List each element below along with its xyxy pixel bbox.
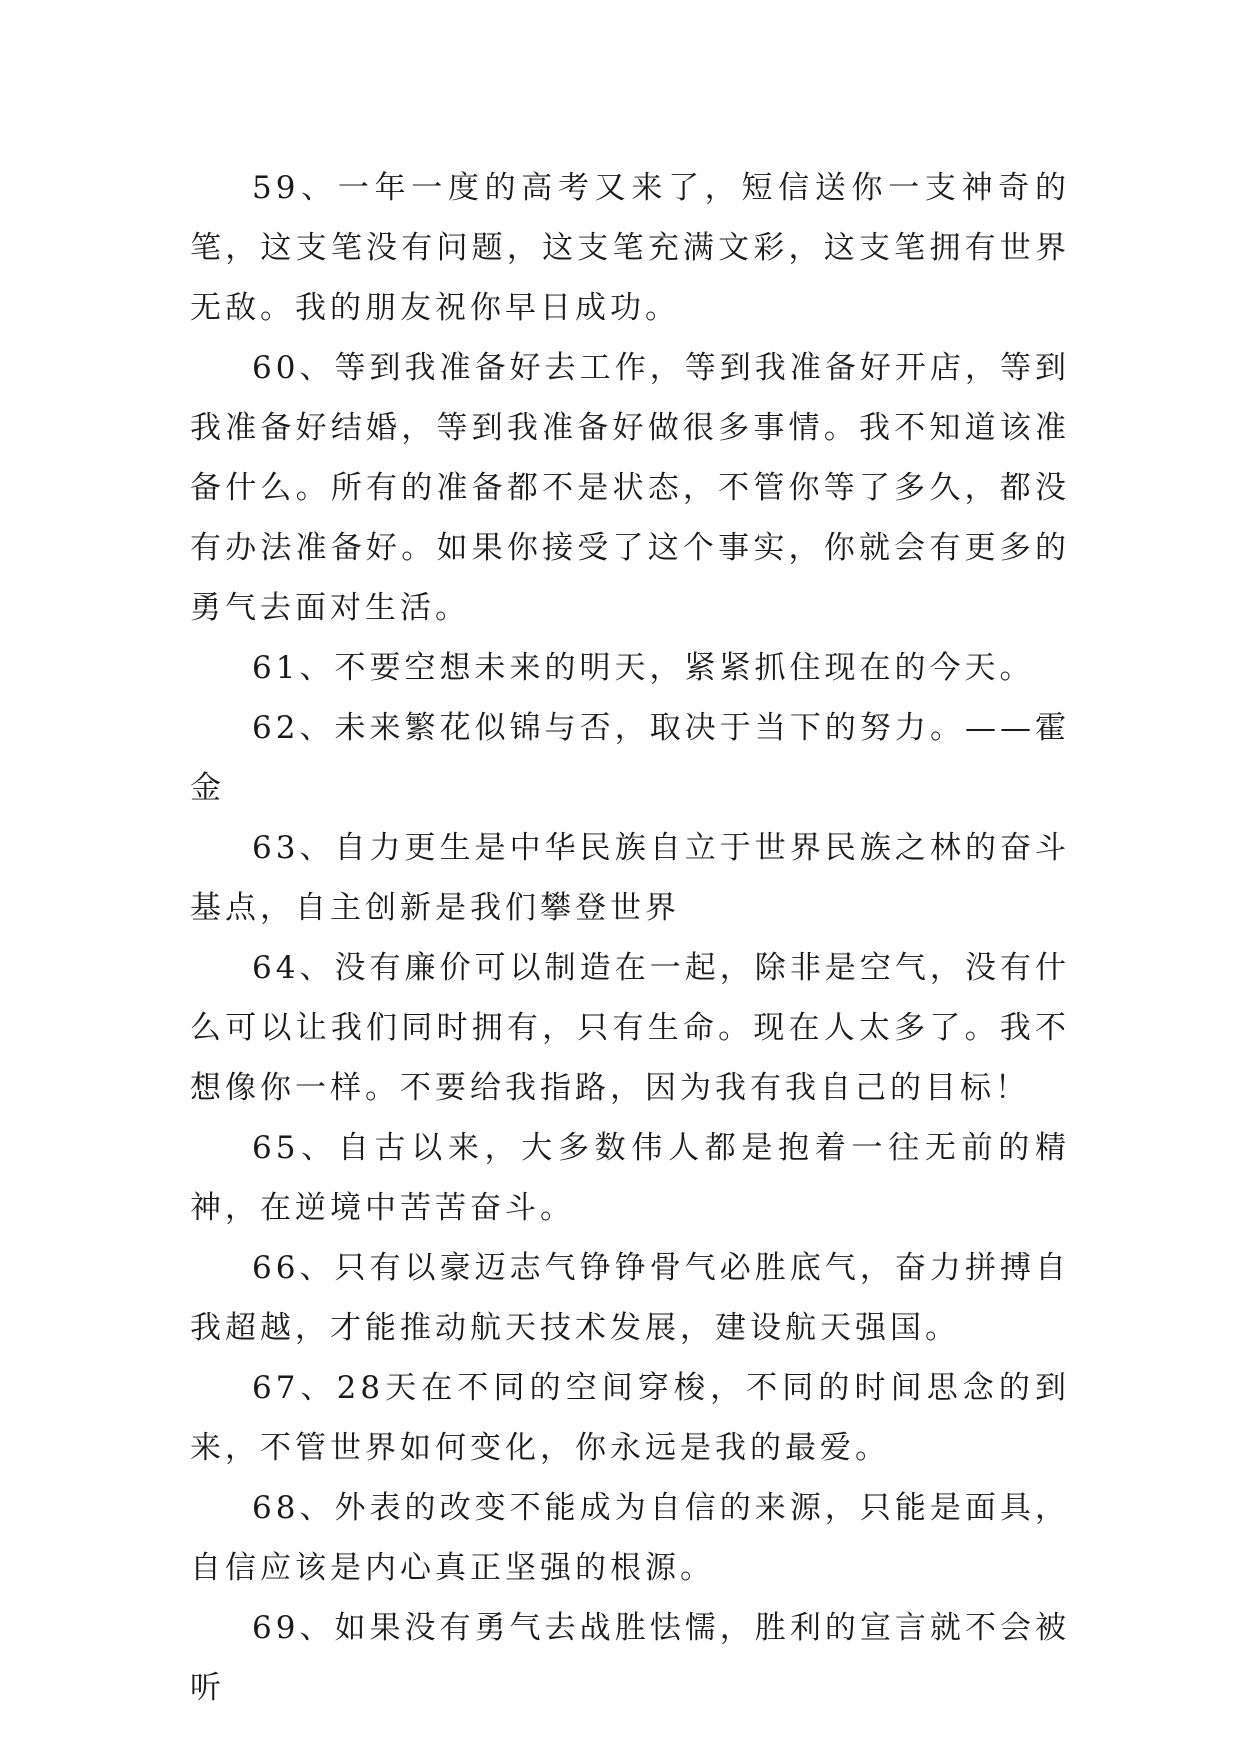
paragraph-67: 67、28天在不同的空间穿梭，不同的时间思念的到来，不管世界如何变化，你永远是我的最爱。 [190, 1370, 1070, 1466]
paragraph-59: 59、一年一度的高考又来了，短信送你一支神奇的笔，这支笔没有问题，这支笔充满文彩，这支笔拥有世界无敌。我的朋友祝你早日成功。 [190, 170, 1070, 326]
paragraph-64: 64、没有廉价可以制造在一起，除非是空气，没有什么可以让我们同时拥有，只有生命。现在人太多了。我不想像你一样。不要给我指路，因为我有我自己的目标！ [190, 950, 1070, 1106]
paragraph-69: 69、如果没有勇气去战胜怯懦，胜利的宣言就不会被听 [190, 1610, 1070, 1706]
paragraph-62: 62、未来繁花似锦与否，取决于当下的努力。——霍金 [190, 710, 1070, 806]
document-body [190, 158, 1070, 1718]
paragraph-60: 60、等到我准备好去工作，等到我准备好开店，等到我准备好结婚，等到我准备好做很多事情。我不知道该准备什么。所有的准备都不是状态，不管你等了多久，都没有办法准备好。如果你接受了这个事实，你就会有更多的勇气去面对生活。 [190, 350, 1070, 626]
paragraph-61: 61、不要空想未来的明天，紧紧抓住现在的今天。 [252, 650, 1035, 686]
paragraph-63: 63、自力更生是中华民族自立于世界民族之林的奋斗基点，自主创新是我们攀登世界 [190, 830, 1070, 926]
paragraph-65: 65、自古以来，大多数伟人都是抱着一往无前的精神，在逆境中苦苦奋斗。 [190, 1130, 1070, 1226]
paragraph-66: 66、只有以豪迈志气铮铮骨气必胜底气，奋力拼搏自我超越，才能推动航天技术发展，建设航天强国。 [190, 1250, 1070, 1346]
paragraph-68: 68、外表的改变不能成为自信的来源，只能是面具，自信应该是内心真正坚强的根源。 [190, 1490, 1070, 1586]
